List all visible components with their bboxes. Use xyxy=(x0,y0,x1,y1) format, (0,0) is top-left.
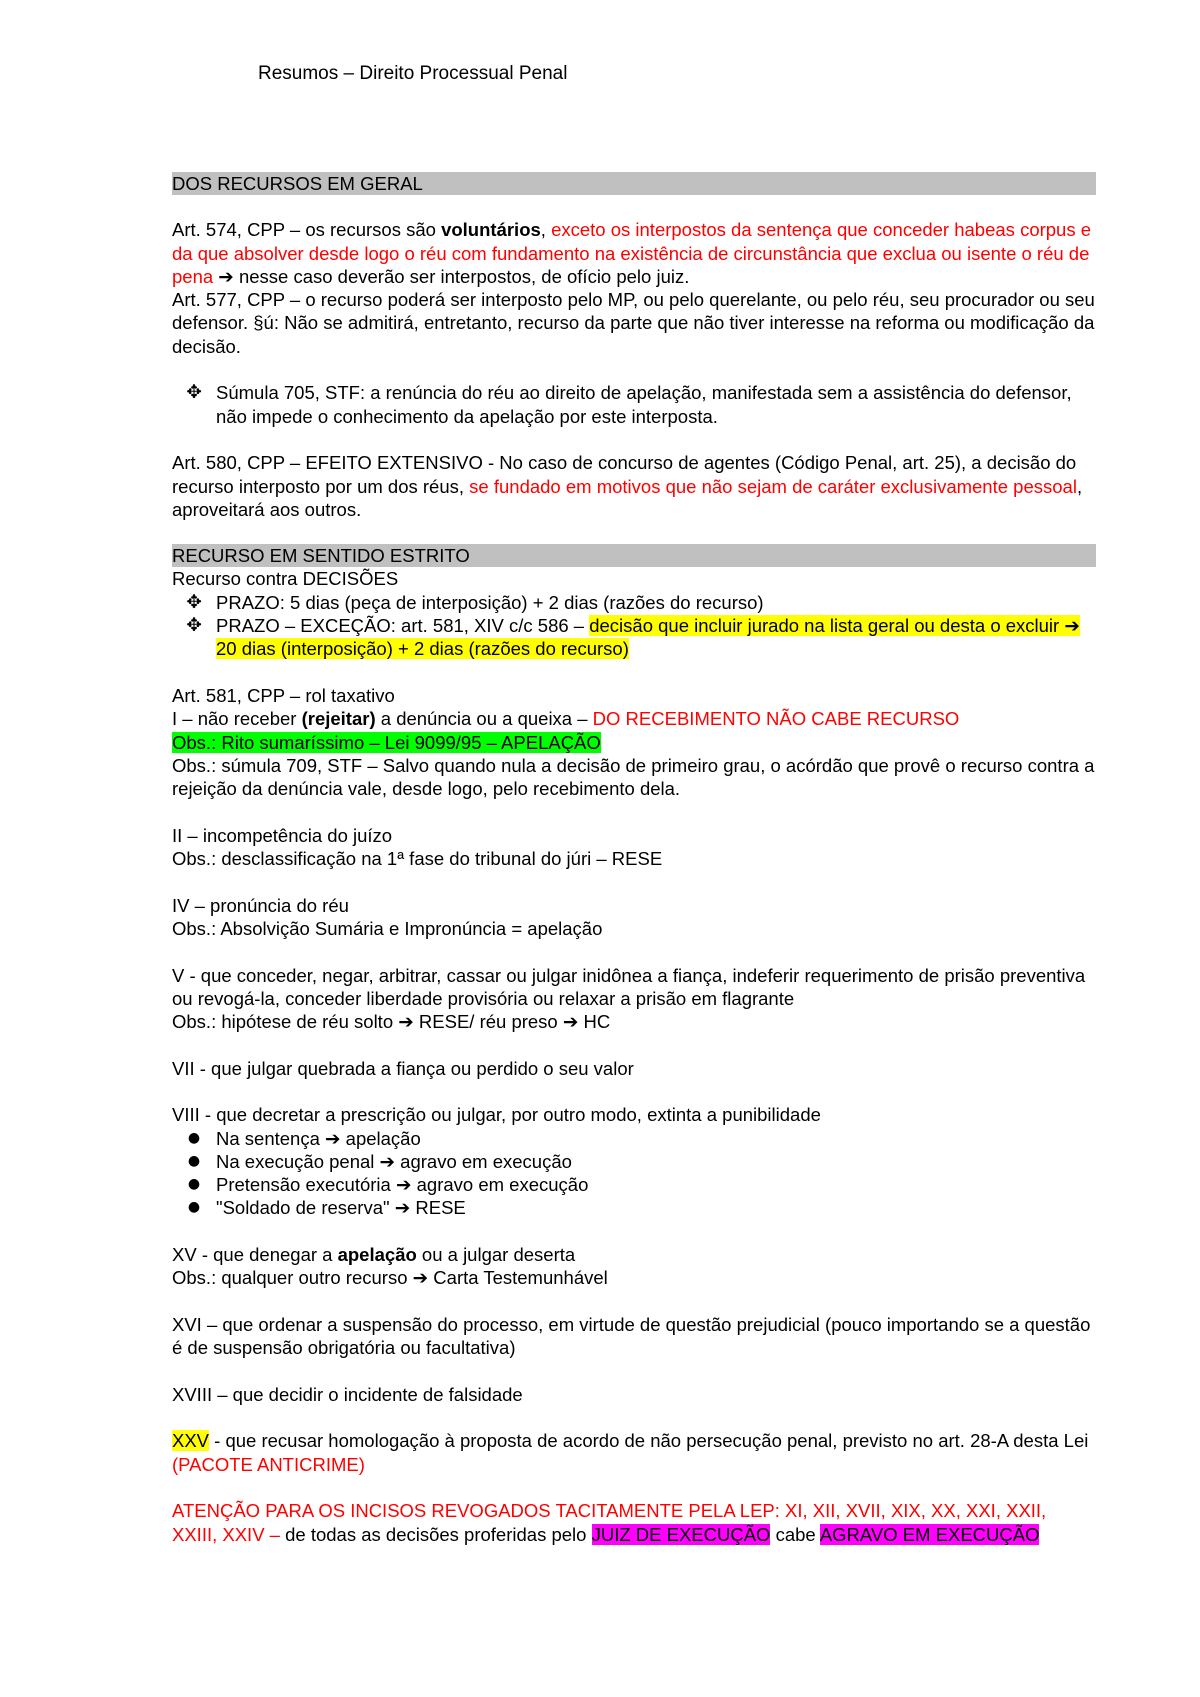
highlight-yellow: XXV xyxy=(172,1430,210,1452)
text: agravo em execução xyxy=(411,1174,589,1196)
paragraph-art-574 xyxy=(172,218,1096,288)
text: Obs.: hipótese de réu solto xyxy=(172,1011,399,1033)
round-bullet-icon: ● xyxy=(187,1129,201,1146)
art-581-heading: Art. 581, CPP – rol taxativo xyxy=(172,684,395,706)
arrow-right-icon: ➔ xyxy=(398,1011,414,1033)
list-item xyxy=(172,1173,1096,1196)
inciso-xv xyxy=(172,1243,1096,1266)
text: Súmula 705, STF: a renúncia do réu ao direito de apelação, manifestada sem a assistência do defensor, não impede o conhecimento da apelação por este interposta. xyxy=(216,382,1072,427)
text: decisão que incluir jurado na lista geral ou desta o excluir xyxy=(589,615,1060,637)
text: RESE/ réu preso xyxy=(413,1011,563,1033)
obs-sumula-709: Obs.: súmula 709, STF – Salvo quando nula a decisão de primeiro grau, o acórdão que provê o recurso contra a rejeição da denúncia vale, desde logo, pelo recebimento dela. xyxy=(172,754,1095,800)
red-text: (PACOTE ANTICRIME) xyxy=(172,1453,365,1475)
paragraph-art-580 xyxy=(172,451,1096,521)
bold-text: apelação xyxy=(337,1244,417,1266)
inciso-v: V - que conceder, negar, arbitrar, cassar ou julgar inidônea a fiança, indeferir requerimento de prisão preventiva ou revogá-la, conceder liberdade provisória ou relaxar a prisão em flagrante xyxy=(172,964,1086,1009)
page-header: Resumos – Direito Processual Penal xyxy=(258,63,568,84)
list-item xyxy=(172,614,1096,661)
text: Obs.: qualquer outro recurso xyxy=(172,1267,413,1289)
inciso-xv-obs xyxy=(172,1266,1096,1289)
arrow-right-icon: ➔ xyxy=(394,1197,411,1219)
obs-rito xyxy=(172,731,1096,754)
text: apelação xyxy=(340,1127,421,1149)
arrow-right-icon: ➔ xyxy=(562,1011,579,1033)
text: HC xyxy=(578,1011,611,1033)
inciso-ii: II – incompetência do juízo xyxy=(172,824,393,846)
inciso-iv: IV – pronúncia do réu xyxy=(172,894,349,916)
inciso-v-obs xyxy=(172,1010,1096,1033)
arrow-right-icon: ➔ xyxy=(379,1150,396,1172)
list-item xyxy=(172,381,1096,428)
text: I – não receber xyxy=(172,708,302,730)
text: Art. 580, CPP – EFEITO EXTENSIVO - No caso de concurso de agentes (Código Penal, art. 25), a decisão do recurso interposto por um dos réus, xyxy=(172,452,1077,497)
text: a denúncia ou a queixa – xyxy=(375,708,593,730)
arrow-right-icon: ➔ xyxy=(325,1127,341,1149)
section-title-rese: RECURSO EM SENTIDO ESTRITO xyxy=(172,544,1096,567)
diamond-bullet-icon: ✥ xyxy=(186,591,202,613)
document-body xyxy=(172,172,1096,1546)
text: Carta Testemunhável xyxy=(428,1267,608,1289)
sumula-list xyxy=(172,381,1096,428)
section-title-recursos-geral: DOS RECURSOS EM GERAL xyxy=(172,172,1096,195)
diamond-bullet-icon: ✥ xyxy=(186,382,202,404)
text: Na sentença xyxy=(216,1127,326,1149)
round-bullet-icon: ● xyxy=(187,1152,201,1169)
atencao-paragraph xyxy=(172,1499,1096,1546)
inciso-i xyxy=(172,707,1096,730)
red-text: se fundado em motivos que não sejam de caráter exclusivamente pessoal xyxy=(469,475,1077,497)
text: XV - que denegar a xyxy=(172,1244,338,1266)
list-item xyxy=(172,1150,1096,1173)
inciso-iv-obs: Obs.: Absolvição Sumária e Impronúncia = apelação xyxy=(172,917,603,939)
round-bullet-icon: ● xyxy=(187,1176,201,1193)
text: , aproveitará aos outros. xyxy=(172,475,1083,520)
diamond-bullet-icon: ✥ xyxy=(186,615,202,637)
red-text: DO RECEBIMENTO NÃO CABE RECURSO xyxy=(592,708,960,730)
arrow-right-icon: ➔ xyxy=(1064,615,1080,637)
list-item xyxy=(172,1127,1096,1150)
text: RESE xyxy=(410,1197,466,1219)
text: Na execução penal xyxy=(216,1150,380,1172)
round-bullet-icon: ● xyxy=(187,1199,201,1216)
arrow-right-icon: ➔ xyxy=(218,265,234,287)
inciso-viii: VIII - que decretar a prescrição ou julgar, por outro modo, extinta a punibilidade xyxy=(172,1104,821,1126)
text: ou a julgar deserta xyxy=(416,1244,576,1266)
text: agravo em execução xyxy=(395,1150,572,1172)
viii-list xyxy=(172,1127,1096,1220)
text: , xyxy=(540,219,552,241)
red-text: ATENÇÃO PARA OS INCISOS REVOGADOS TACITAMENTE PELA LEP: XI, XII, XVII, XIX, XX, XXI, XXII, XXIII, XXIV – xyxy=(172,1500,1047,1545)
list-item xyxy=(172,1196,1096,1219)
inciso-xviii: XVIII – que decidir o incidente de falsidade xyxy=(172,1383,523,1405)
inciso-xvi: XVI – que ordenar a suspensão do processo, em virtude de questão prejudicial (pouco importando se a questão é de suspensão obrigatória ou facultativa) xyxy=(172,1313,1091,1359)
bold-voluntarios: voluntários xyxy=(441,219,541,241)
highlight-green: Obs.: Rito sumaríssimo – Lei 9099/95 – APELAÇÃO xyxy=(172,731,601,753)
bold-text: (rejeitar) xyxy=(301,708,376,730)
prazo-list xyxy=(172,591,1096,661)
arrow-right-icon: ➔ xyxy=(412,1267,429,1289)
red-exception-text: exceto os interpostos da sentença que conceder habeas corpus e da que absolver desde logo o réu com fundamento na existência de circunstância que exclua ou isente o réu de pena xyxy=(172,219,1092,287)
inciso-xxv xyxy=(172,1429,1096,1476)
highlight-pink: AGRAVO EM EXECUÇÃO xyxy=(819,1523,1040,1545)
inciso-vii: VII - que julgar quebrada a fiança ou perdido o seu valor xyxy=(172,1057,634,1079)
text: 20 dias (interposição) + 2 dias (razões do recurso) xyxy=(216,638,629,660)
text: PRAZO: 5 dias (peça de interposição) + 2 dias (razões do recurso) xyxy=(216,591,764,613)
text: Art. 574, CPP – os recursos são xyxy=(172,219,442,241)
inciso-ii-obs: Obs.: desclassificação na 1ª fase do tribunal do júri – RESE xyxy=(172,848,663,870)
arrow-right-icon: ➔ xyxy=(395,1174,412,1196)
text: - que recusar homologação à proposta de acordo de não persecução penal, previsto no art. 28-A desta Lei xyxy=(209,1430,1089,1452)
text: cabe xyxy=(770,1523,820,1545)
rese-intro: Recurso contra DECISÕES xyxy=(172,568,399,590)
list-item xyxy=(172,591,1096,614)
text: Pretensão executória xyxy=(216,1174,396,1196)
text: "Soldado de reserva" xyxy=(216,1197,395,1219)
text: de todas as decisões proferidas pelo xyxy=(279,1523,592,1545)
text: PRAZO – EXCEÇÃO: art. 581, XIV c/c 586 – xyxy=(216,615,590,637)
paragraph-art-577: Art. 577, CPP – o recurso poderá ser interposto pelo MP, ou pelo querelante, ou pelo réu, seu procurador ou seu defensor. §ú: Não se admitirá, entretanto, recurso da parte que não tiver interesse na reforma ou modificação da decisão. xyxy=(172,289,1095,357)
text: nesse caso deverão ser interpostos, de ofício pelo juiz. xyxy=(233,265,690,287)
highlight-pink: JUIZ DE EXECUÇÃO xyxy=(591,1523,771,1545)
